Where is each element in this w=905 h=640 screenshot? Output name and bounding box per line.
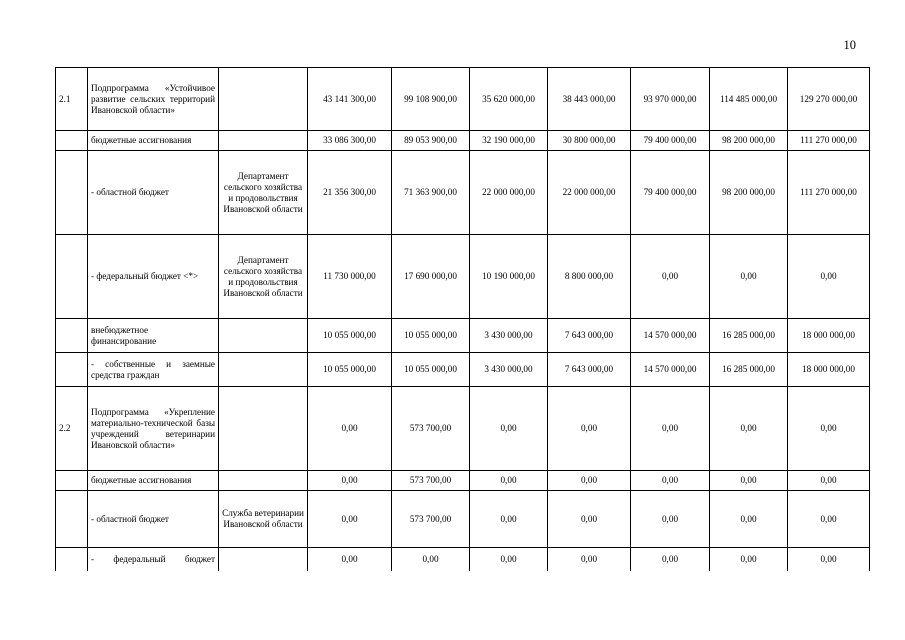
row-value: 114 485 000,00 — [710, 68, 788, 131]
row-value: 7 643 000,00 — [548, 319, 631, 353]
row-name: - собственные и заемные средства граждан — [88, 353, 219, 387]
row-value: 0,00 — [470, 491, 548, 548]
row-name: - областной бюджет — [88, 151, 219, 235]
row-number — [56, 548, 88, 571]
row-value: 0,00 — [631, 548, 710, 571]
row-value: 0,00 — [548, 471, 631, 491]
row-value: 32 190 000,00 — [470, 131, 548, 151]
row-value: 0,00 — [631, 491, 710, 548]
table-row — [56, 319, 870, 353]
row-value: 30 800 000,00 — [548, 131, 631, 151]
row-value: 0,00 — [788, 235, 870, 319]
row-value: 0,00 — [548, 491, 631, 548]
row-number — [56, 353, 88, 387]
row-value: 0,00 — [470, 548, 548, 571]
row-value: 89 053 900,00 — [392, 131, 470, 151]
table-row — [56, 235, 870, 319]
row-value: 22 000 000,00 — [470, 151, 548, 235]
row-value: 93 970 000,00 — [631, 68, 710, 131]
row-value: 0,00 — [631, 471, 710, 491]
row-value: 3 430 000,00 — [470, 319, 548, 353]
row-value: 98 200 000,00 — [710, 151, 788, 235]
row-value: 16 285 000,00 — [710, 319, 788, 353]
row-executor — [219, 68, 308, 131]
page-number: 10 — [843, 38, 856, 52]
row-value: 0,00 — [710, 491, 788, 548]
row-value: 21 356 300,00 — [308, 151, 392, 235]
row-value: 573 700,00 — [392, 387, 470, 471]
row-number — [56, 471, 88, 491]
row-executor — [219, 131, 308, 151]
row-value: 0,00 — [308, 548, 392, 571]
row-value: 99 108 900,00 — [392, 68, 470, 131]
row-number — [56, 491, 88, 548]
table-row — [56, 471, 870, 491]
row-name: бюджетные ассигнования — [88, 471, 219, 491]
row-value: 7 643 000,00 — [548, 353, 631, 387]
row-value: 0,00 — [710, 387, 788, 471]
row-value: 0,00 — [392, 548, 470, 571]
row-name: Подпрограмма «Устойчивое развитие сельских территорий Ивановской области» — [88, 68, 219, 131]
row-value: 16 285 000,00 — [710, 353, 788, 387]
row-value: 14 570 000,00 — [631, 353, 710, 387]
row-executor — [219, 548, 308, 571]
row-value: 0,00 — [308, 471, 392, 491]
row-name: - областной бюджет — [88, 491, 219, 548]
row-value: 0,00 — [788, 491, 870, 548]
table-row — [56, 353, 870, 387]
row-value: 0,00 — [788, 387, 870, 471]
row-value: 43 141 300,00 — [308, 68, 392, 131]
row-value: 17 690 000,00 — [392, 235, 470, 319]
table-row — [56, 548, 870, 571]
row-value: 10 190 000,00 — [470, 235, 548, 319]
budget-table — [55, 67, 870, 571]
row-name: внебюджетное финансирование — [88, 319, 219, 353]
row-value: 573 700,00 — [392, 471, 470, 491]
row-number — [56, 235, 88, 319]
row-executor: Департамент сельского хозяйства и продовольствия Ивановской области — [219, 235, 308, 319]
row-value: 0,00 — [470, 471, 548, 491]
row-value: 111 270 000,00 — [788, 131, 870, 151]
row-value: 0,00 — [548, 548, 631, 571]
table-row — [56, 491, 870, 548]
row-value: 0,00 — [788, 548, 870, 571]
row-value: 10 055 000,00 — [308, 353, 392, 387]
row-number — [56, 131, 88, 151]
row-name: Подпрограмма «Укрепление материально-технической базы учреждений ветеринарии Ивановской области» — [88, 387, 219, 471]
row-number — [56, 319, 88, 353]
row-value: 98 200 000,00 — [710, 131, 788, 151]
row-value: 0,00 — [631, 387, 710, 471]
table-row — [56, 68, 870, 131]
row-value: 18 000 000,00 — [788, 319, 870, 353]
row-value: 14 570 000,00 — [631, 319, 710, 353]
row-name: - федеральный бюджет <*> — [88, 235, 219, 319]
row-value: 0,00 — [548, 387, 631, 471]
row-value: 3 430 000,00 — [470, 353, 548, 387]
row-value: 0,00 — [710, 235, 788, 319]
row-executor: Служба ветеринарии Ивановской области — [219, 491, 308, 548]
row-value: 0,00 — [710, 471, 788, 491]
row-value: 11 730 000,00 — [308, 235, 392, 319]
row-executor — [219, 387, 308, 471]
row-number: 2.1 — [56, 68, 88, 131]
row-value: 38 443 000,00 — [548, 68, 631, 131]
row-value: 573 700,00 — [392, 491, 470, 548]
row-number — [56, 151, 88, 235]
row-value: 8 800 000,00 — [548, 235, 631, 319]
row-executor — [219, 319, 308, 353]
row-value: 79 400 000,00 — [631, 131, 710, 151]
row-executor — [219, 471, 308, 491]
row-value: 0,00 — [788, 471, 870, 491]
row-number: 2.2 — [56, 387, 88, 471]
row-value: 71 363 900,00 — [392, 151, 470, 235]
row-value: 111 270 000,00 — [788, 151, 870, 235]
row-value: 10 055 000,00 — [392, 353, 470, 387]
row-value: 0,00 — [710, 548, 788, 571]
table-row — [56, 387, 870, 471]
table-row — [56, 151, 870, 235]
row-value: 10 055 000,00 — [308, 319, 392, 353]
row-value: 0,00 — [470, 387, 548, 471]
row-value: 33 086 300,00 — [308, 131, 392, 151]
table-row — [56, 131, 870, 151]
row-value: 79 400 000,00 — [631, 151, 710, 235]
row-executor: Департамент сельского хозяйства и продовольствия Ивановской области — [219, 151, 308, 235]
row-value: 0,00 — [631, 235, 710, 319]
row-value: 22 000 000,00 — [548, 151, 631, 235]
row-value: 18 000 000,00 — [788, 353, 870, 387]
row-name: - федеральный бюджет — [88, 548, 219, 571]
row-value: 0,00 — [308, 387, 392, 471]
row-name: бюджетные ассигнования — [88, 131, 219, 151]
row-value: 129 270 000,00 — [788, 68, 870, 131]
row-value: 35 620 000,00 — [470, 68, 548, 131]
row-value: 0,00 — [308, 491, 392, 548]
row-executor — [219, 353, 308, 387]
row-value: 10 055 000,00 — [392, 319, 470, 353]
